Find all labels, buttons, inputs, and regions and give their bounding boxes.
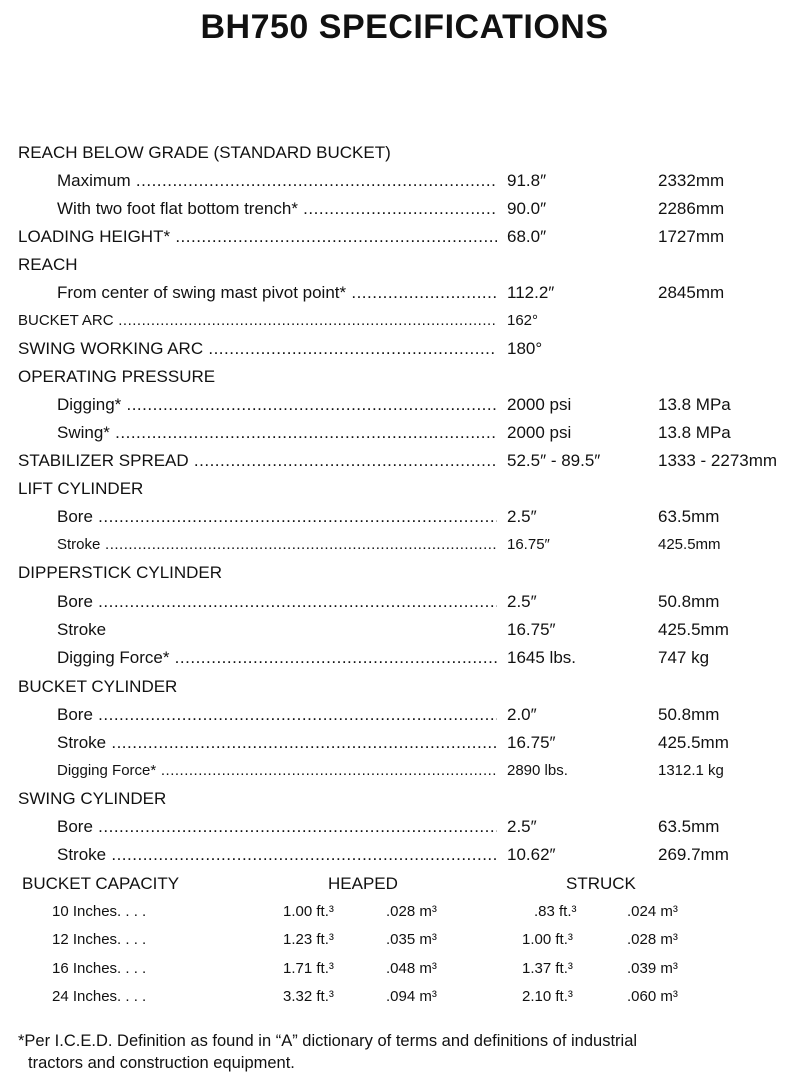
bucket-capacity-header: [0, 871, 809, 897]
capacity-row: [0, 984, 809, 1010]
spec-metric: 269.7mm: [658, 845, 729, 864]
spec-row: [0, 590, 809, 614]
footnote: [18, 1030, 798, 1074]
capacity-heaped-ft: 1.23 ft.³: [283, 931, 334, 948]
capacity-heaped-m: .094 m³: [386, 988, 437, 1005]
capacity-struck-ft: 2.10 ft.³: [522, 988, 573, 1005]
dipperstick-cylinder-heading: DIPPERSTICK CYLINDER: [18, 563, 223, 582]
capacity-size: 10 Inches. . . .: [52, 903, 147, 920]
spec-heading: [0, 561, 809, 585]
spec-label: Digging Force* .....: [57, 646, 497, 670]
spec-imperial: 2.5″: [507, 817, 537, 836]
spec-metric: 2332mm: [658, 171, 725, 190]
spec-label: Stroke: [57, 620, 107, 639]
spec-imperial: 2.5″: [507, 592, 537, 611]
spec-metric: 1333 - 2273mm: [658, 451, 778, 470]
spec-row: [0, 225, 809, 249]
spec-row: [0, 337, 809, 361]
spec-metric: 13.8 MPa: [658, 423, 731, 442]
spec-label: Digging* .....: [57, 393, 497, 417]
spec-metric: 2286mm: [658, 199, 725, 218]
spec-imperial: 1645 lbs.: [507, 648, 576, 667]
spec-label: Stroke .....: [57, 843, 497, 867]
capacity-heaped-ft: 1.00 ft.³: [283, 903, 334, 920]
page-title: BH750 SPECIFICATIONS: [200, 8, 609, 46]
spec-label: Swing* .....: [57, 421, 497, 445]
spec-imperial: 16.75″: [507, 733, 556, 752]
capacity-heaped-ft: 3.32 ft.³: [283, 988, 334, 1005]
capacity-size: 12 Inches. . . .: [52, 931, 147, 948]
capacity-row: [0, 899, 809, 925]
spec-imperial: 91.8″: [507, 171, 547, 190]
swing-cylinder-heading: SWING CYLINDER: [18, 789, 167, 808]
spec-imperial: 68.0″: [507, 227, 547, 246]
spec-row: [0, 309, 809, 333]
spec-imperial: 52.5″ - 89.5″: [507, 451, 601, 470]
bucket-capacity-heading: BUCKET CAPACITY: [22, 874, 180, 893]
spec-row: [0, 646, 809, 670]
spec-imperial: 2.5″: [507, 507, 537, 526]
capacity-struck-m: .028 m³: [627, 931, 678, 948]
spec-heading: [0, 253, 809, 277]
bucket-cylinder-heading: BUCKET CYLINDER: [18, 677, 178, 696]
spec-metric: 63.5mm: [658, 817, 720, 836]
capacity-struck-ft: 1.37 ft.³: [522, 960, 573, 977]
capacity-struck-m: .060 m³: [627, 988, 678, 1005]
spec-row: [0, 731, 809, 755]
spec-row: [0, 843, 809, 867]
spec-label: Bore .....: [57, 505, 497, 529]
capacity-heaped-ft: 1.71 ft.³: [283, 960, 334, 977]
capacity-size: 16 Inches. . . .: [52, 960, 147, 977]
spec-heading: [0, 787, 809, 811]
spec-label: LOADING HEIGHT* .....: [18, 225, 497, 249]
spec-imperial: 16.75″: [507, 536, 550, 553]
footnote-line-2: tractors and construction equipment.: [28, 1054, 295, 1072]
capacity-struck-ft: 1.00 ft.³: [522, 931, 573, 948]
spec-row: [0, 449, 809, 473]
spec-imperial: 2.0″: [507, 705, 537, 724]
spec-row: [0, 703, 809, 727]
spec-imperial: 112.2″: [507, 283, 555, 302]
spec-row: [0, 759, 809, 783]
spec-row: [0, 197, 809, 221]
footnote-line-1: *Per I.C.E.D. Definition as found in “A” dictionary of terms and definitions of industrial: [18, 1032, 638, 1050]
spec-metric: 425.5mm: [658, 536, 721, 553]
spec-metric: 63.5mm: [658, 507, 720, 526]
spec-label: STABILIZER SPREAD .....: [18, 449, 497, 473]
spec-row: [0, 533, 809, 557]
spec-metric: 1312.1 kg: [658, 762, 724, 779]
spec-imperial: 2890 lbs.: [507, 762, 568, 779]
spec-metric: 13.8 MPa: [658, 395, 731, 414]
spec-heading: [0, 675, 809, 699]
spec-metric: 1727mm: [658, 227, 725, 246]
heaped-heading: HEAPED: [328, 874, 398, 893]
spec-label: Bore .....: [57, 703, 497, 727]
reach-heading: REACH: [18, 255, 78, 274]
spec-row: [0, 281, 809, 305]
spec-label: BUCKET ARC .....: [18, 309, 497, 333]
spec-label: Maximum .....: [57, 169, 497, 193]
spec-label: Digging Force* .....: [57, 759, 497, 783]
reach-below-grade-heading: REACH BELOW GRADE (STANDARD BUCKET): [18, 143, 391, 162]
lift-cylinder-heading: LIFT CYLINDER: [18, 479, 144, 498]
spec-row: [0, 618, 809, 642]
spec-value: 162°: [507, 312, 539, 329]
spec-row: [0, 505, 809, 529]
capacity-struck-ft: .83 ft.³: [534, 903, 577, 920]
spec-imperial: 10.62″: [507, 845, 556, 864]
capacity-struck-m: .024 m³: [627, 903, 678, 920]
spec-label: Stroke .....: [57, 731, 497, 755]
spec-metric: 2845mm: [658, 283, 725, 302]
spec-row: [0, 393, 809, 417]
spec-label: Bore .....: [57, 590, 497, 614]
spec-heading: [0, 141, 809, 165]
spec-imperial: 2000 psi: [507, 395, 572, 414]
spec-metric: 425.5mm: [658, 620, 729, 639]
spec-heading: [0, 365, 809, 389]
spec-label: SWING WORKING ARC .....: [18, 337, 497, 361]
spec-label: With two foot flat bottom trench* .....: [57, 197, 497, 221]
capacity-struck-m: .039 m³: [627, 960, 678, 977]
capacity-size: 24 Inches. . . .: [52, 988, 147, 1005]
spec-imperial: 16.75″: [507, 620, 556, 639]
spec-metric: 50.8mm: [658, 592, 720, 611]
spec-metric: 747 kg: [658, 648, 710, 667]
spec-imperial: 2000 psi: [507, 423, 572, 442]
spec-metric: 425.5mm: [658, 733, 729, 752]
struck-heading: STRUCK: [566, 874, 636, 893]
capacity-heaped-m: .035 m³: [386, 931, 437, 948]
spec-label: From center of swing mast pivot point* .....: [57, 281, 497, 305]
spec-label: Stroke .....: [57, 533, 497, 557]
spec-row: [0, 815, 809, 839]
capacity-heaped-m: .028 m³: [386, 903, 437, 920]
spec-label: Bore .....: [57, 815, 497, 839]
capacity-row: [0, 956, 809, 982]
spec-row: [0, 421, 809, 445]
operating-pressure-heading: OPERATING PRESSURE: [18, 367, 216, 386]
spec-row: [0, 169, 809, 193]
capacity-row: [0, 927, 809, 953]
spec-metric: 50.8mm: [658, 705, 720, 724]
capacity-heaped-m: .048 m³: [386, 960, 437, 977]
spec-imperial: 90.0″: [507, 199, 547, 218]
spec-value: 180°: [507, 339, 543, 358]
spec-heading: [0, 477, 809, 501]
